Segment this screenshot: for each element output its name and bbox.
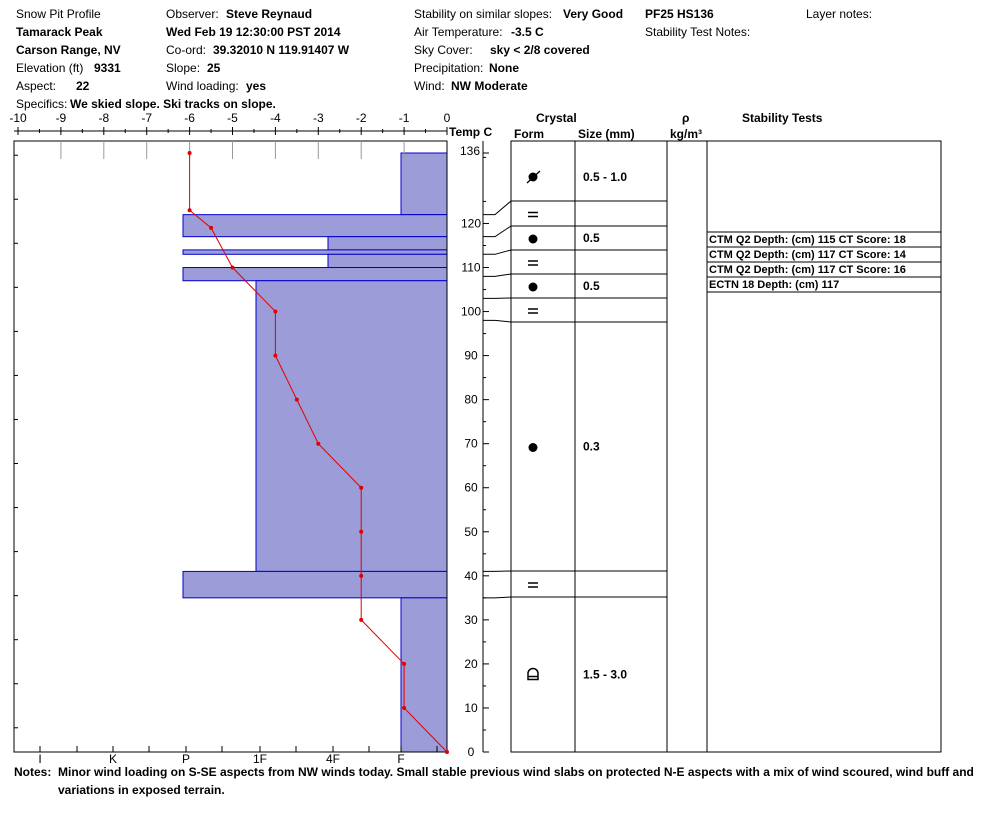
temperature-point [273, 310, 277, 314]
hardness-bar [328, 254, 447, 267]
rounded-grain-icon [529, 443, 538, 452]
location: Tamarack Peak [16, 25, 103, 39]
temp-column-header: Temp C [449, 125, 493, 139]
air-temp-value: -3.5 C [511, 25, 544, 39]
hardness-axis-label: I [38, 752, 42, 766]
height-tick-label: 110 [461, 260, 481, 275]
density-unit: kg/m³ [670, 127, 703, 141]
temperature-tick-label: -4 [270, 111, 281, 125]
temperature-tick-label: 0 [443, 111, 451, 125]
hardness-bar [183, 571, 447, 597]
temperature-point [209, 226, 213, 230]
wind-value: NW Moderate [451, 79, 528, 93]
temperature-point [359, 486, 363, 490]
layer-notes-label: Layer notes: [806, 7, 873, 21]
hardness-bar [183, 268, 447, 281]
wind-label: Wind: [414, 79, 445, 93]
layer-connector [483, 274, 511, 276]
grain-size-label: 1.5 - 3.0 [583, 667, 628, 682]
temperature-tick-label: -5 [227, 111, 238, 125]
stability-test-label: ECTN 18 Depth: (cm) 117 [709, 279, 840, 291]
temperature-tick-label: -7 [141, 111, 153, 125]
pf-hs: PF25 HS136 [645, 7, 714, 21]
grain-size-label: 0.3 [583, 439, 600, 454]
size-column-header: Size (mm) [578, 127, 635, 141]
layer-connector [483, 226, 511, 237]
form-column-header: Form [514, 127, 544, 141]
specifics-label: Specifics: [16, 97, 68, 111]
temperature-point [273, 354, 277, 358]
stability-test-label: CTM Q2 Depth: (cm) 115 CT Score: 18 [709, 234, 906, 246]
air-temp-label: Air Temperature: [414, 25, 503, 39]
notes-text: Minor wind loading on S-SE aspects from NW winds today. Small stable previous wind slabs on protected N-E aspects with a mix of wind scoured, wind buff and variations in exposed terrain. [58, 765, 974, 797]
hardness-axis-label: K [108, 752, 118, 766]
grain-size-label: 0.5 [583, 279, 600, 293]
notes-label: Notes: [14, 765, 52, 779]
precip-label: Precipitation: [414, 61, 484, 75]
temperature-point [445, 750, 449, 754]
grain-size-label: 0.5 [583, 231, 600, 245]
temperature-tick-label: -10 [9, 111, 27, 125]
stability-label: Stability on similar slopes: [414, 7, 553, 21]
height-tick-label: 10 [464, 700, 478, 715]
elevation-label: Elevation (ft) [16, 61, 84, 75]
temperature-point [188, 151, 192, 155]
hardness-axis-label: 4F [325, 752, 341, 766]
height-tick-label: 20 [464, 656, 478, 671]
temperature-point [402, 706, 406, 710]
temperature-point [188, 208, 192, 212]
coord-value: 39.32010 N 119.91407 W [213, 43, 350, 57]
height-tick-label: 80 [464, 392, 478, 407]
height-tick-label: 30 [464, 612, 478, 627]
temperature-tick-label: -3 [312, 111, 324, 125]
temperature-point [231, 266, 235, 270]
layer-connector [483, 320, 511, 322]
temperature-point [316, 442, 320, 446]
height-tick-label: 60 [464, 480, 478, 495]
hardness-bar [256, 281, 447, 572]
height-tick-label: 120 [460, 216, 482, 231]
height-top-label: 136 [460, 144, 481, 158]
temperature-tick-label: -2 [355, 111, 367, 125]
crystal-column-header: Crystal [536, 111, 577, 125]
aspect-value: 22 [76, 79, 90, 93]
grain-size-label: 0.5 - 1.0 [583, 170, 628, 184]
height-tick-label: 50 [464, 524, 478, 539]
sky-label: Sky Cover: [414, 43, 473, 57]
density-column-header: ρ [682, 111, 690, 125]
stability-tests-column-header: Stability Tests [742, 111, 823, 125]
hardness-bar [183, 215, 447, 237]
height-tick-label: 40 [464, 568, 478, 583]
height-tick-label: 90 [464, 348, 478, 363]
range: Carson Range, NV [16, 43, 121, 57]
stability-test-notes-label: Stability Test Notes: [645, 25, 751, 39]
height-tick-label: 0 [467, 745, 475, 759]
rounded-grain-icon [529, 235, 538, 244]
temperature-tick-label: -8 [98, 111, 110, 125]
precip-value: None [489, 61, 519, 75]
rounded-grain-icon [529, 283, 538, 292]
wind-loading-label: Wind loading: [166, 79, 239, 93]
slope-label: Slope: [166, 61, 201, 75]
height-tick-label: 100 [460, 304, 482, 319]
layer-connector [483, 250, 511, 254]
temperature-point [359, 574, 363, 578]
slope-value: 25 [207, 61, 221, 75]
datetime: Wed Feb 19 12:30:00 PST 2014 [166, 25, 341, 39]
specifics-value: We skied slope. Ski tracks on slope. [70, 97, 276, 111]
hardness-bar [183, 250, 447, 254]
profile-title: Snow Pit Profile [16, 7, 101, 21]
hardness-axis-label: P [181, 752, 191, 766]
temperature-point [359, 530, 363, 534]
stability-test-label: CTM Q2 Depth: (cm) 117 CT Score: 14 [709, 249, 906, 261]
temperature-point [402, 662, 406, 666]
observer-label: Observer: [166, 7, 219, 21]
elevation-value: 9331 [94, 61, 121, 75]
temperature-tick-label: -1 [398, 111, 410, 125]
stability-value: Very Good [563, 7, 624, 21]
depth-hoar-grain-icon [528, 669, 538, 680]
temperature-tick-label: -6 [184, 111, 195, 125]
sky-value: sky < 2/8 covered [490, 43, 590, 57]
hardness-bar [328, 237, 447, 250]
temperature-point [359, 618, 363, 622]
stability-test-label: CTM Q2 Depth: (cm) 117 CT Score: 16 [709, 264, 906, 276]
hardness-bar [401, 153, 447, 215]
height-tick-label: 70 [464, 436, 478, 451]
observer-value: Steve Reynaud [226, 7, 313, 21]
temperature-point [295, 398, 299, 402]
coord-label: Co-ord: [166, 43, 207, 57]
layer-connector [483, 597, 511, 598]
hardness-axis-label: F [397, 752, 405, 766]
aspect-label: Aspect: [16, 79, 57, 93]
layer-connector [483, 201, 511, 215]
wind-loading-value: yes [246, 79, 267, 93]
hardness-axis-label: 1F [252, 752, 268, 766]
temperature-tick-label: -9 [55, 111, 67, 125]
